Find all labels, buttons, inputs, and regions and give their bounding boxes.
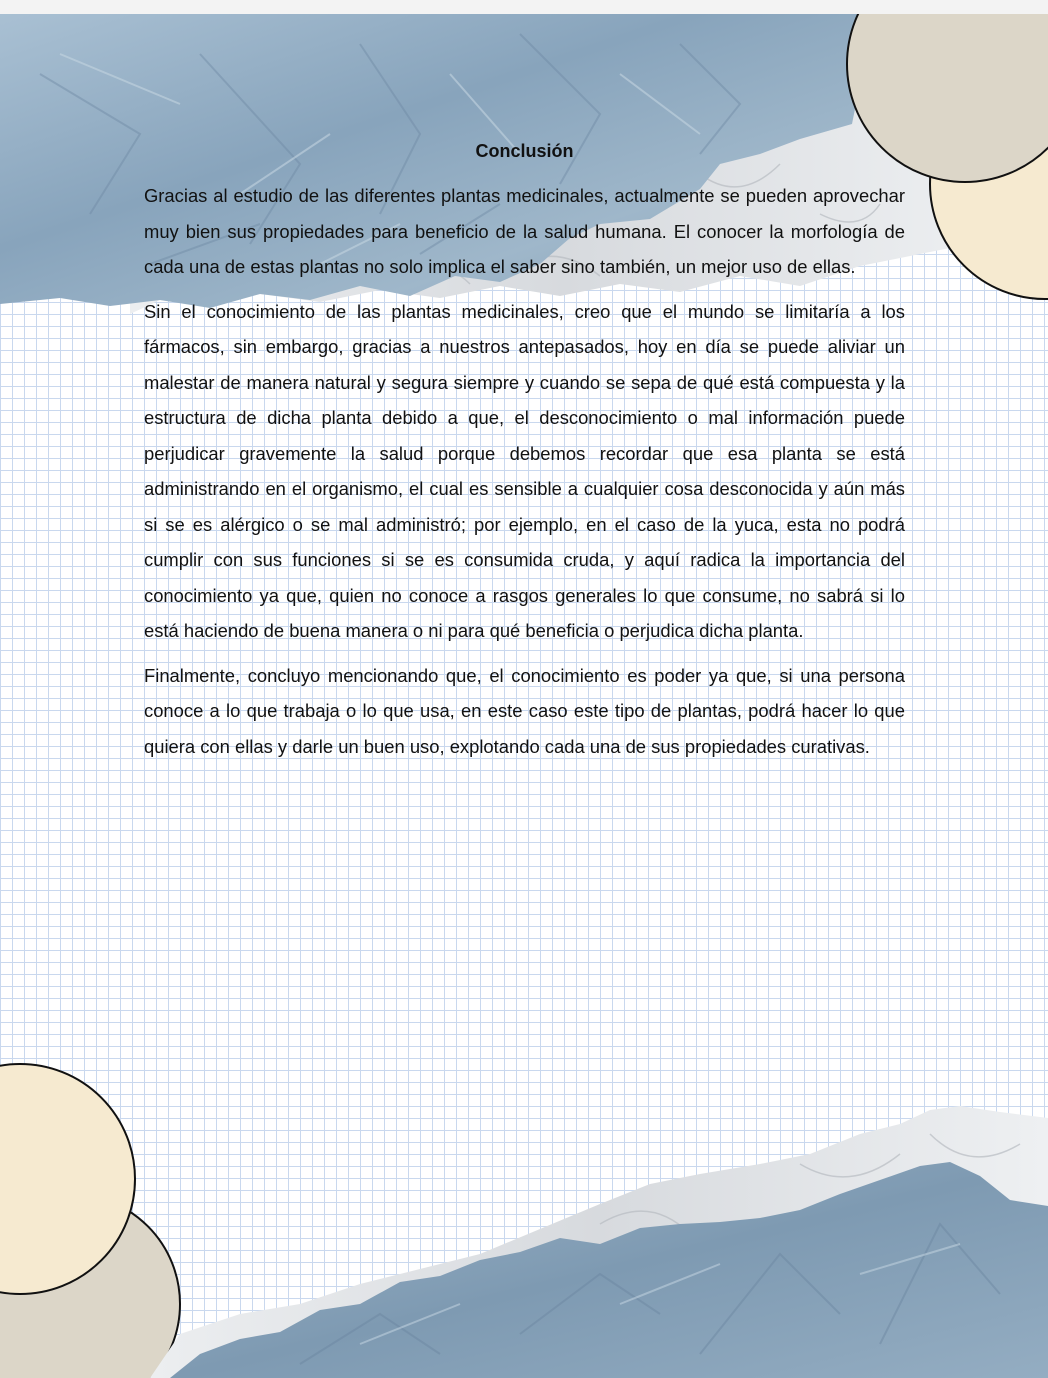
paragraph-1: Gracias al estudio de las diferentes plantas medicinales, actualmente se pueden aprovechar muy bien sus propiedades para beneficio de la salud humana. El conocer la morfología de cada una de estas plantas no solo implica el saber sino también, un mejor uso de ellas. xyxy=(144,185,905,277)
paragraph-3: Finalmente, concluyo mencionando que, el conocimiento es poder ya que, si una persona conoce a lo que trabaja o lo que usa, en este caso este tipo de plantas, podrá hacer lo que quiera con ellas y darle un buen uso, explotando cada una de sus propiedades curativas. xyxy=(144,664,905,757)
document-page xyxy=(0,14,1048,1378)
document-body xyxy=(144,138,905,773)
viewer-top-bar xyxy=(0,0,1048,15)
paragraph-2: Sin el conocimiento de las plantas medicinales, creo que el mundo se limitaría a los fármacos, sin embargo, gracias a nuestros antepasados, hoy en día se puede aliviar un malestar de manera natural y segura siempre y cuando se sepa de qué está compuesta y la estructura de dicha planta debido a que, el desconocimiento o mal información puede perjudicar gravemente la salud porque debemos recordar que esa planta se está administrando en el organismo, el cual es sensible a cualquier cosa desconocida y aún más si se es alérgico o se mal administró; por ejemplo, en el caso de la yuca, esta no podrá cumplir con sus funciones si se es consumida cruda, y aquí radica la importancia del conocimiento ya que, quien no conoce a rasgos generales lo que consume, no sabrá si lo está haciendo de buena manera o ni para qué beneficia o perjudica dicha planta. xyxy=(144,300,905,641)
page-title: Conclusión xyxy=(475,141,574,161)
